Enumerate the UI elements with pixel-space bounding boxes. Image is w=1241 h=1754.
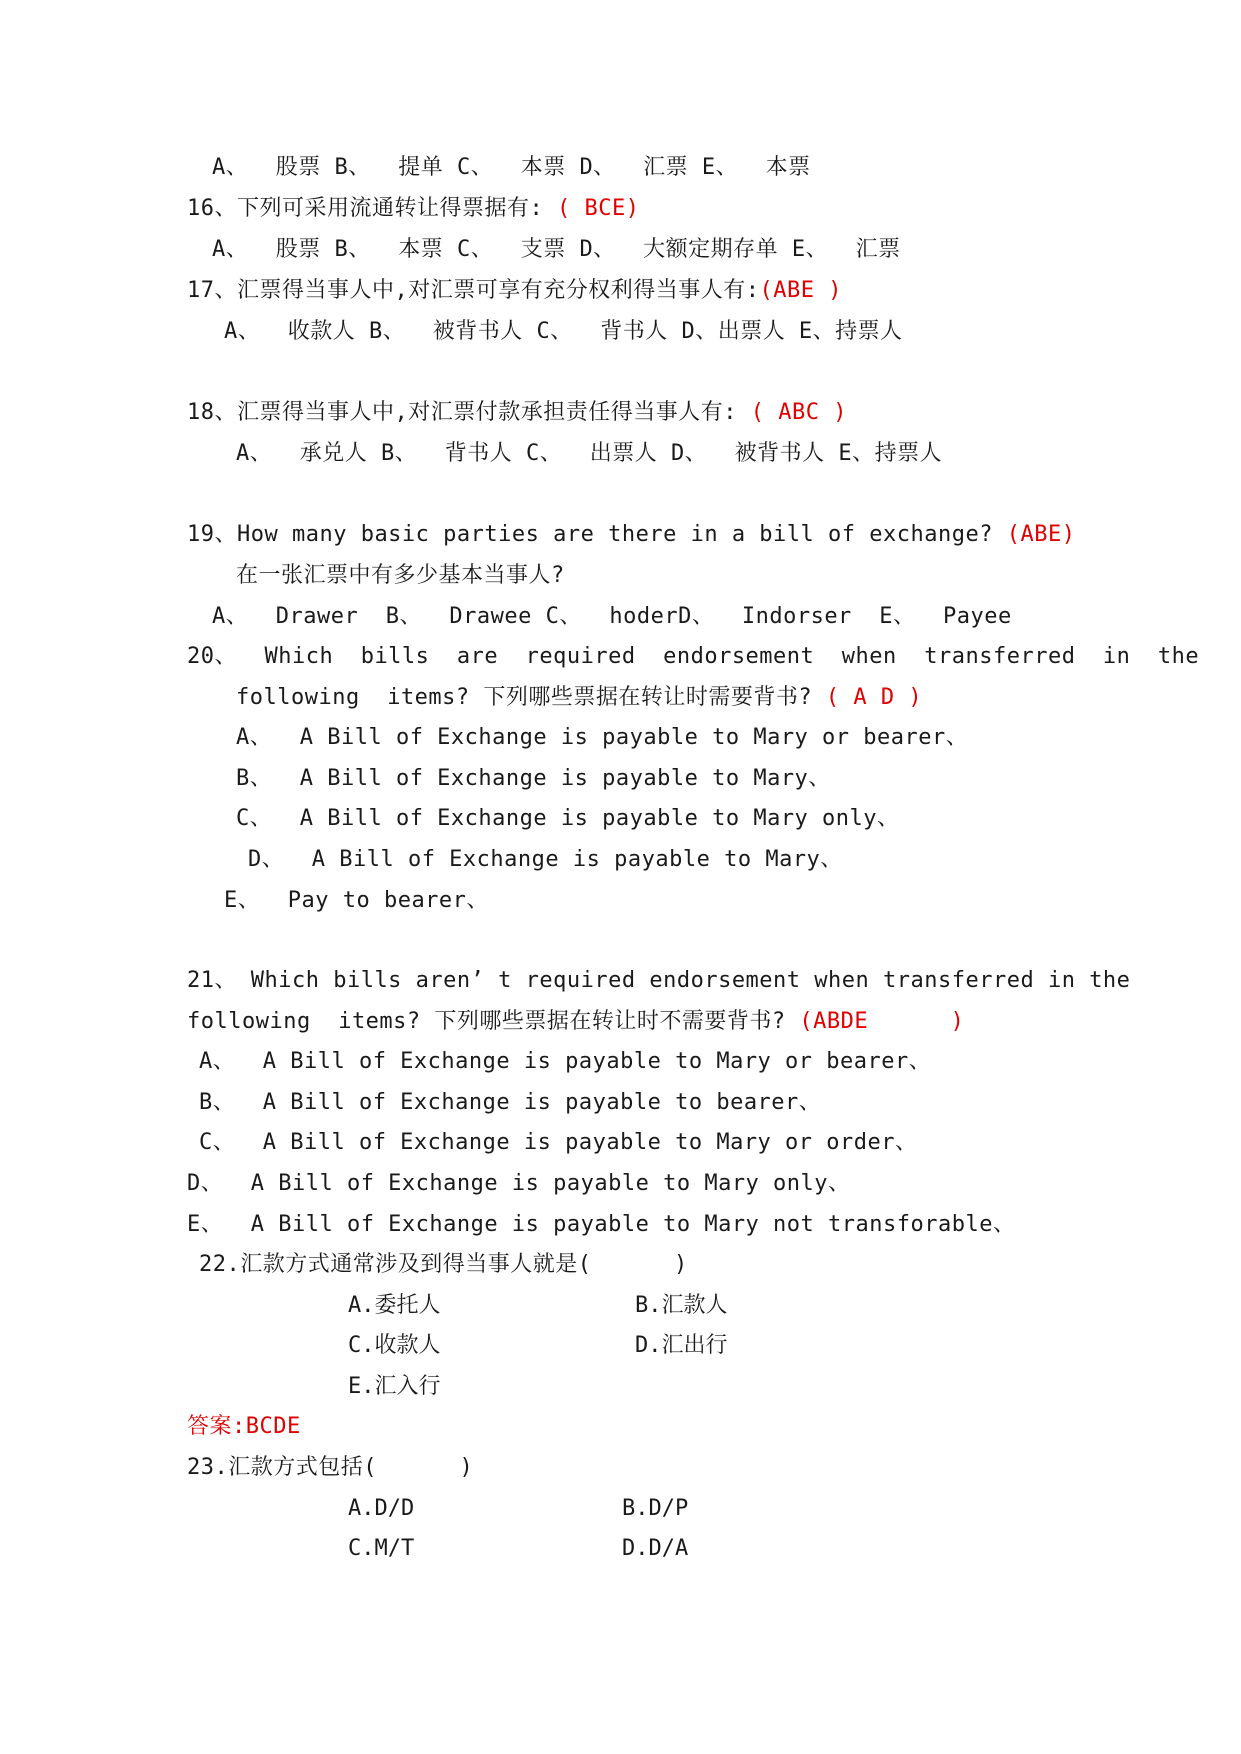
q22-option-d: D.汇出行	[635, 1333, 728, 1358]
q20-option-c: C、 A Bill of Exchange is payable to Mary only、	[236, 806, 900, 831]
q20-answer: ( A D )	[825, 685, 923, 710]
q19-stem	[187, 520, 1075, 550]
q19-answer: (ABE)	[1006, 522, 1076, 547]
q21-stem-line2	[187, 1007, 964, 1037]
q20-stem-line1: 20、 Which bills are required endorsement when transferred in the	[187, 644, 1200, 669]
q17-options: A、 收款人 B、 被背书人 C、 背书人 D、出票人 E、持票人	[224, 319, 903, 344]
q15-options: A、 股票 B、 提单 C、 本票 D、 汇票 E、 本票	[212, 155, 811, 180]
q21-stem-line1: 21、 Which bills aren’ t required endorsement when transferred in the	[187, 968, 1131, 993]
q17-stem	[187, 276, 842, 306]
q22-answer: 答案:BCDE	[187, 1414, 301, 1439]
q18-stem	[187, 398, 847, 428]
q16-options: A、 股票 B、 本票 C、 支票 D、 大额定期存单 E、 汇票	[212, 237, 901, 262]
q18-options: A、 承兑人 B、 背书人 C、 出票人 D、 被背书人 E、持票人	[236, 441, 943, 466]
q20-stem-text: following items? 下列哪些票据在转让时需要背书?	[236, 685, 826, 710]
q21-option-d: D、 A Bill of Exchange is payable to Mary only、	[187, 1171, 851, 1196]
q21-option-e: E、 A Bill of Exchange is payable to Mary not transforable、	[187, 1212, 1016, 1237]
q20-option-a: A、 A Bill of Exchange is payable to Mary or bearer、	[236, 725, 969, 750]
q21-stem-text: following items? 下列哪些票据在转让时不需要背书?	[187, 1009, 800, 1034]
q23-stem: 23.汇款方式包括( )	[187, 1455, 474, 1480]
q22-option-b: B.汇款人	[635, 1293, 728, 1318]
q20-option-b: B、 A Bill of Exchange is payable to Mary、	[236, 766, 831, 791]
q21-answer: (ABDE )	[799, 1009, 965, 1034]
q19-options: A、 Drawer B、 Drawee C、 hoderD、 Indorser E、 Payee	[212, 604, 1012, 629]
q19-stem-text: 19、How many basic parties are there in a bill of exchange?	[187, 522, 1007, 547]
q16-stem-text: 16、下列可采用流通转让得票据有:	[187, 196, 557, 221]
q21-option-b: B、 A Bill of Exchange is payable to bearer、	[199, 1090, 822, 1115]
q23-option-b: B.D/P	[622, 1496, 689, 1521]
q21-option-a: A、 A Bill of Exchange is payable to Mary or bearer、	[199, 1049, 932, 1074]
q16-stem	[187, 194, 639, 224]
q18-stem-text: 18、汇票得当事人中,对汇票付款承担责任得当事人有:	[187, 400, 751, 425]
q23-option-d: D.D/A	[622, 1536, 689, 1561]
q22-option-c: C.收款人	[348, 1333, 441, 1358]
q23-option-c: C.M/T	[348, 1536, 415, 1561]
q20-option-e: E、 Pay to bearer、	[224, 888, 489, 913]
q17-answer: (ABE )	[759, 278, 842, 303]
q22-stem: 22.汇款方式通常涉及到得当事人就是( )	[199, 1252, 688, 1277]
q18-answer: ( ABC )	[750, 400, 847, 425]
q19-stem-cn: 在一张汇票中有多少基本当事人?	[236, 563, 565, 588]
q22-option-e: E.汇入行	[348, 1374, 441, 1399]
q16-answer: ( BCE)	[556, 196, 640, 221]
q21-option-c: C、 A Bill of Exchange is payable to Mary or order、	[199, 1130, 918, 1155]
q20-stem-line2	[236, 683, 922, 713]
q23-option-a: A.D/D	[348, 1496, 415, 1521]
q20-option-d: D、 A Bill of Exchange is payable to Mary、	[248, 847, 843, 872]
q17-stem-text: 17、汇票得当事人中,对汇票可享有充分权利得当事人有:	[187, 278, 760, 303]
q22-option-a: A.委托人	[348, 1293, 441, 1318]
